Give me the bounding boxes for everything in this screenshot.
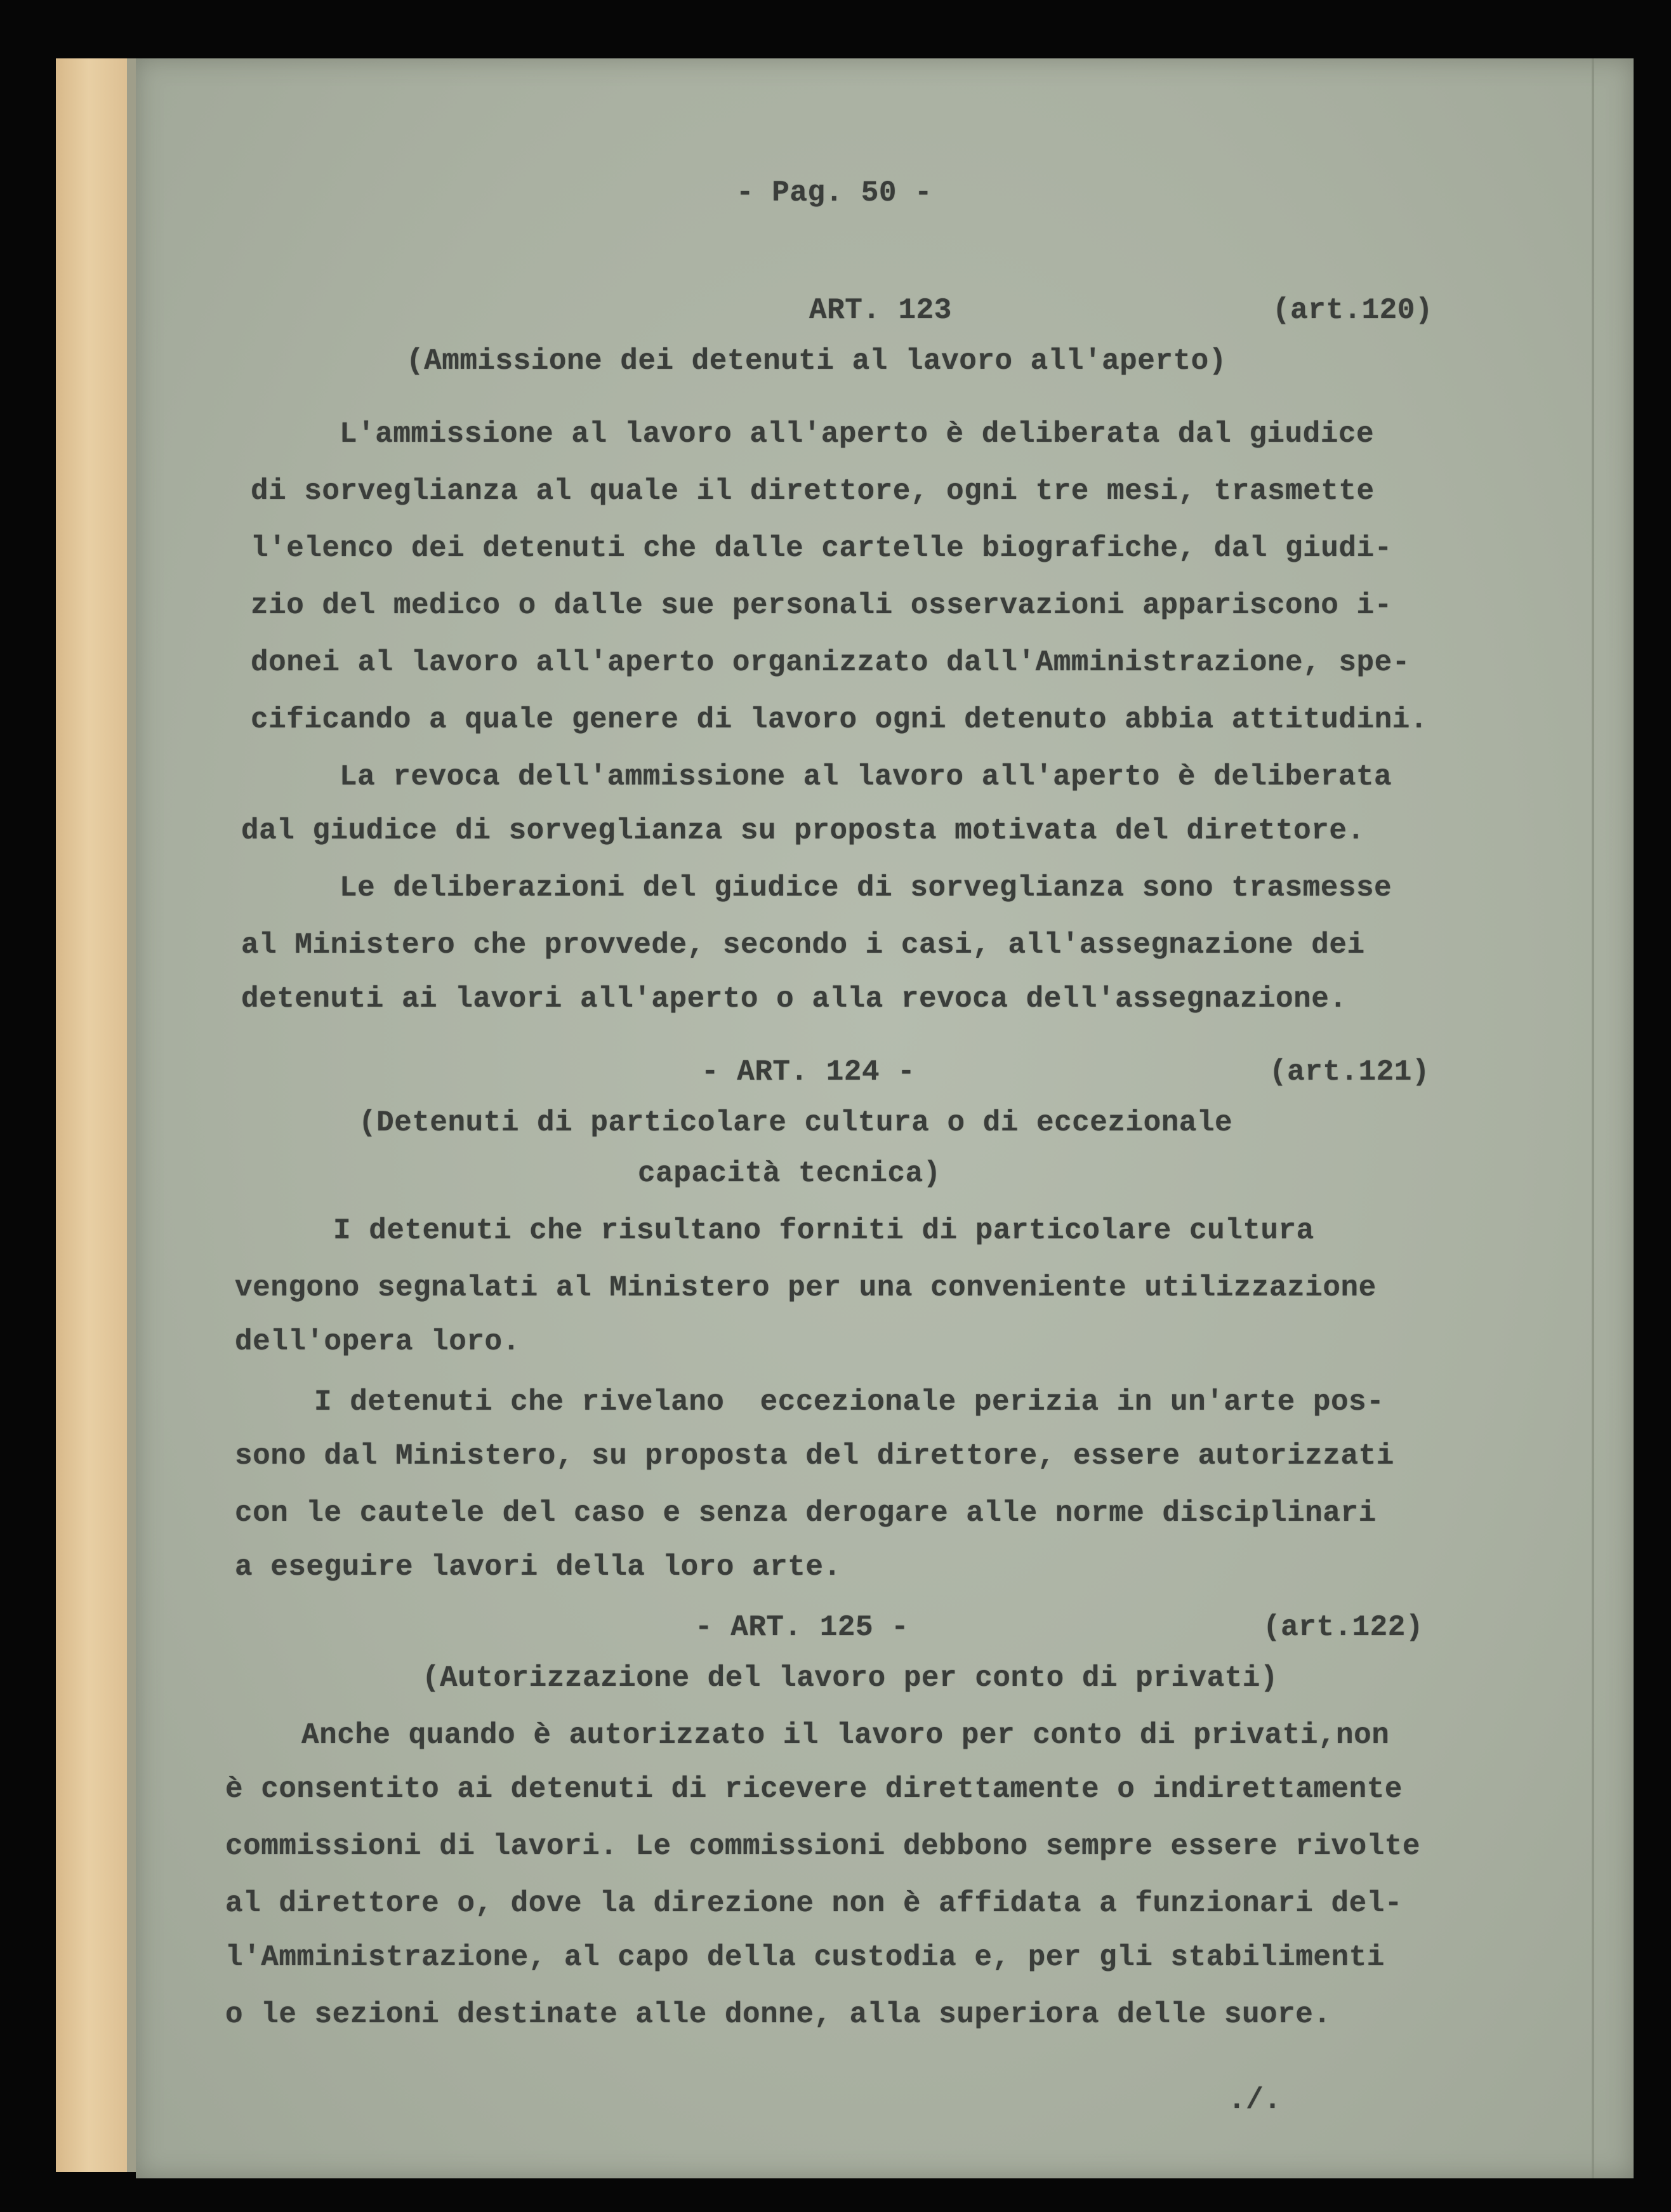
article-reference: (art.121) (1269, 1056, 1430, 1089)
body-line: sono dal Ministero, su proposta del direttore, essere autorizzati (235, 1440, 1394, 1473)
body-line: di sorveglianza al quale il direttore, ogni tre mesi, trasmette (251, 475, 1375, 508)
body-line: Le deliberazioni del giudice di sorveglianza sono trasmesse (340, 871, 1392, 904)
body-line: dal giudice di sorveglianza su proposta motivata del direttore. (241, 814, 1365, 847)
body-line: o le sezioni destinate alle donne, alla superiora delle suore. (225, 1998, 1331, 2031)
article-title: (Ammissione dei detenuti al lavoro all'aperto) (406, 345, 1227, 378)
body-line: I detenuti che rivelano eccezionale perizia in un'arte pos- (314, 1386, 1385, 1419)
body-line: commissioni di lavori. Le commissioni debbono sempre essere rivolte (225, 1830, 1421, 1863)
page-fold-shadow (127, 58, 136, 2172)
body-line: L'ammissione al lavoro all'aperto è deliberata dal giudice (340, 418, 1375, 451)
body-line: è consentito ai detenuti di ricevere direttamente o indirettamente (225, 1773, 1403, 1806)
body-line: Anche quando è autorizzato il lavoro per conto di privati,non (301, 1719, 1390, 1752)
article-title: (Detenuti di particolare cultura o di eccezionale (359, 1106, 1233, 1139)
article-title: capacità tecnica) (638, 1157, 941, 1190)
body-line: con le cautele del caso e senza derogare alle norme disciplinari (235, 1497, 1377, 1530)
page-number: - Pag. 50 - (736, 176, 933, 209)
body-line: detenuti ai lavori all'aperto o alla revoca dell'assegnazione. (241, 983, 1347, 1016)
article-heading: ART. 123 (809, 294, 952, 327)
body-line: I detenuti che risultano forniti di particolare cultura (333, 1214, 1314, 1247)
body-line: al Ministero che provvede, secondo i casi, all'assegnazione dei (241, 929, 1365, 962)
body-line: dell'opera loro. (235, 1325, 520, 1358)
article-reference: (art.120) (1272, 294, 1433, 327)
body-line: donei al lavoro all'aperto organizzato dall'Amministrazione, spe- (251, 646, 1410, 679)
body-line: La revoca dell'ammissione al lavoro all'aperto è deliberata (340, 760, 1392, 793)
article-heading: - ART. 125 - (695, 1611, 909, 1644)
body-line: cificando a quale genere di lavoro ogni detenuto abbia attitudini. (251, 703, 1428, 736)
article-reference: (art.122) (1263, 1611, 1423, 1644)
page-right-edge (1592, 58, 1594, 2178)
article-heading: - ART. 124 - (701, 1056, 916, 1089)
body-line: vengono segnalati al Ministero per una conveniente utilizzazione (235, 1271, 1377, 1304)
body-line: l'Amministrazione, al capo della custodia e, per gli stabilimenti (225, 1941, 1385, 1974)
body-line: l'elenco dei detenuti che dalle cartelle biografiche, dal giudi- (251, 532, 1392, 565)
body-line: a eseguire lavori della loro arte. (235, 1551, 842, 1584)
continuation-mark: ./. (1228, 2084, 1282, 2117)
body-line: zio del medico o dalle sue personali osservazioni appariscono i- (251, 589, 1392, 622)
body-line: al direttore o, dove la direzione non è affidata a funzionari del- (225, 1887, 1403, 1920)
article-title: (Autorizzazione del lavoro per conto di privati) (422, 1662, 1279, 1695)
